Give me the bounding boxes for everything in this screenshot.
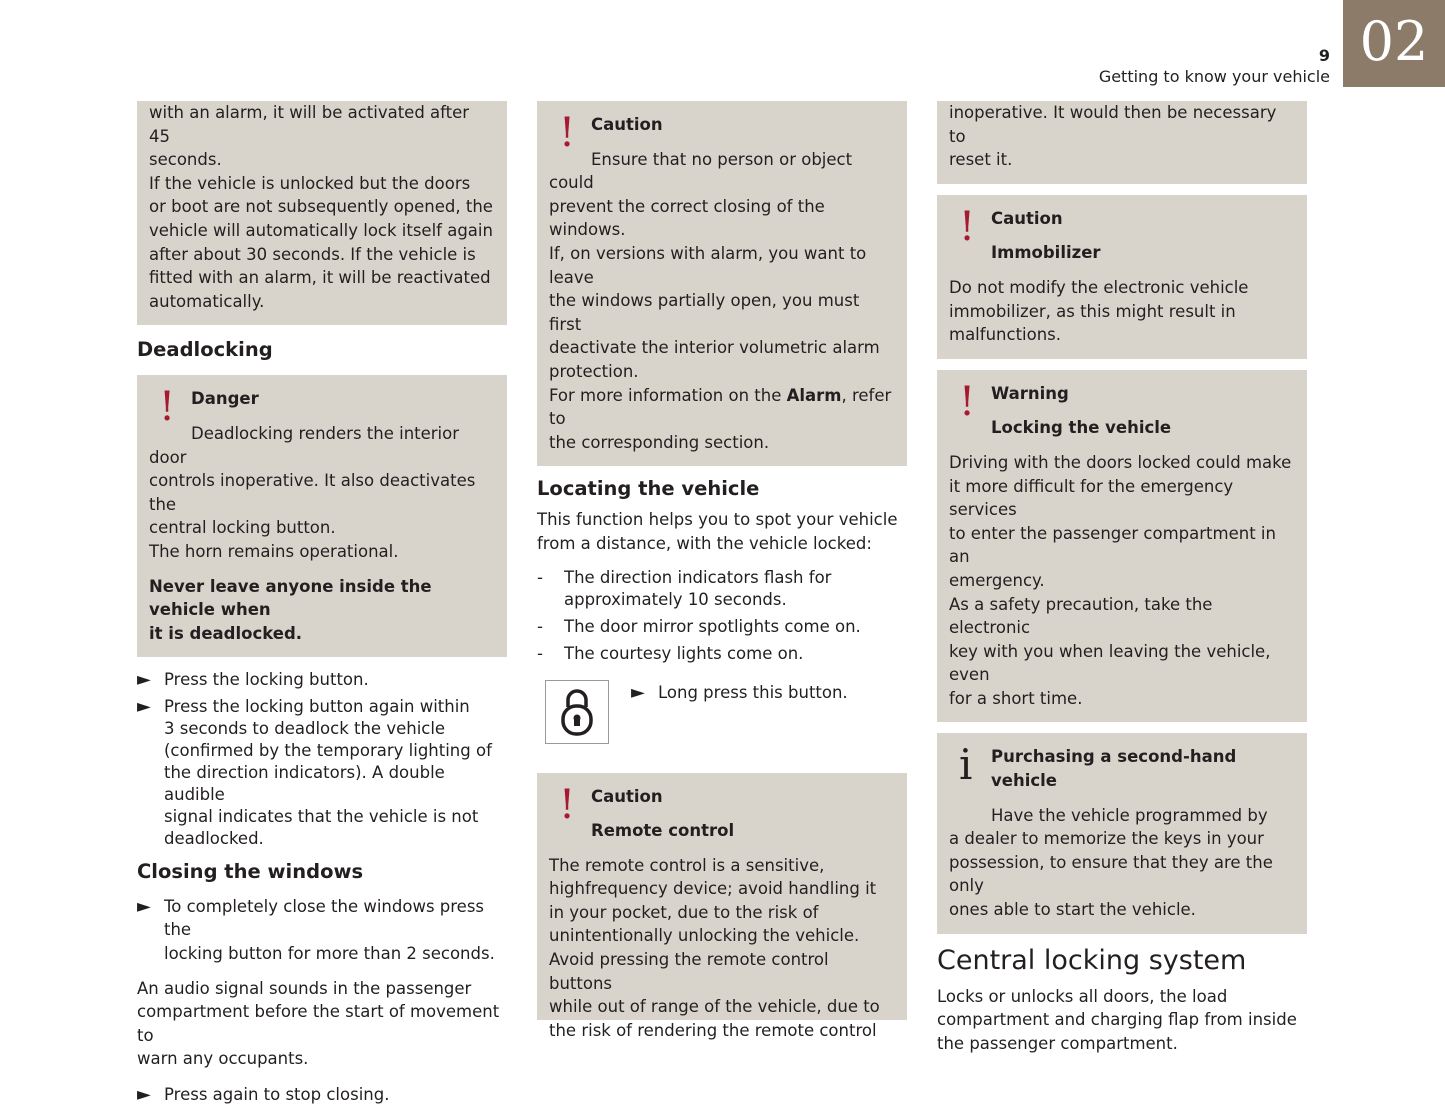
warning-line: emergency. — [949, 570, 1045, 590]
caution-label: Caution — [591, 115, 663, 134]
caution-label: Caution — [591, 786, 663, 806]
dash-marker: - — [537, 567, 543, 587]
step-line: 3 seconds to deadlock the vehicle — [164, 718, 446, 738]
paragraph-line: compartment before the start of movement to — [137, 1002, 500, 1045]
more-prefix: For more information on the — [549, 385, 787, 405]
info-line: possession, to ensure that they are the only — [949, 852, 1273, 896]
locating-heading: Locating the vehicle — [537, 477, 760, 501]
step-line: (confirmed by the temporary lighting of — [164, 740, 492, 760]
caution-line: unintentionally unlocking the vehicle. — [549, 926, 860, 946]
caution-line: prevent the correct closing of the windows. — [549, 196, 825, 240]
step-line: signal indicates that the vehicle is not — [164, 806, 479, 826]
step-line: deadlocked. — [164, 828, 264, 848]
danger-line: The horn remains operational. — [149, 541, 399, 561]
note-line: reset it. — [949, 150, 1013, 170]
note-line: vehicle will automatically lock itself again — [149, 220, 493, 240]
caution-line: highfrequency device; avoid handling it — [549, 879, 877, 899]
column-2 — [537, 101, 907, 1040]
warning-line: key with you when leaving the vehicle, even — [949, 641, 1271, 685]
caution-line: protection. — [549, 361, 639, 381]
warning-line: for a short time. — [949, 688, 1083, 708]
caution-line: deactivate the interior volumetric alarm — [549, 338, 880, 358]
list-line: approximately 10 seconds. — [564, 589, 787, 609]
warning-line: to enter the passenger compartment in an — [949, 523, 1276, 567]
warning-line: it more difficult for the emergency services — [949, 476, 1234, 520]
list-item — [537, 567, 907, 611]
note-line: If the vehicle is unlocked but the doors — [149, 173, 471, 193]
list-item — [537, 643, 907, 665]
caution-line: Do not modify the electronic vehicle — [949, 277, 1249, 297]
caution-line: while out of range of the vehicle, due to — [549, 997, 880, 1017]
central-locking-paragraph — [937, 985, 1307, 1056]
column-3 — [937, 101, 1307, 1055]
exclamation-icon: ! — [159, 384, 176, 431]
triangle-icon: ► — [137, 895, 151, 917]
info-line: Have the vehicle programmed by — [991, 805, 1268, 825]
caution-line: malfunctions. — [949, 325, 1062, 345]
step-text: Press again to stop closing. — [164, 1085, 390, 1105]
exclamation-icon: ! — [959, 378, 976, 425]
dash-marker: - — [537, 643, 543, 663]
list-line: The direction indicators flash for — [564, 567, 832, 587]
info-icon: i — [959, 740, 973, 790]
danger-line: controls inoperative. It also deactivates the — [149, 471, 476, 514]
continued-note-box — [937, 101, 1307, 184]
info-label: Purchasing a second-hand vehicle — [991, 747, 1237, 791]
exclamation-icon: ! — [559, 781, 576, 828]
caution-line: immobilizer, as this might result in — [949, 301, 1236, 321]
central-locking-heading: Central locking system — [937, 944, 1247, 976]
paragraph-line: Locks or unlocks all doors, the load — [937, 986, 1228, 1006]
dash-marker: - — [537, 616, 543, 636]
note-line: inoperative. It would then be necessary to — [949, 103, 1277, 146]
step-line: locking button for more than 2 seconds. — [164, 944, 495, 964]
danger-bold-line: Never leave anyone inside the vehicle when — [149, 576, 432, 620]
warning-line: Driving with the doors locked could make — [949, 452, 1292, 472]
column-1 — [137, 101, 507, 1107]
caution-immobilizer-box — [937, 195, 1307, 359]
caution-line: in your pocket, due to the risk of — [549, 902, 819, 922]
warning-label: Warning — [991, 383, 1069, 403]
list-item — [537, 616, 907, 638]
step-text: Press the locking button. — [164, 670, 369, 690]
caution-remote-box — [537, 773, 907, 1040]
list-line: The courtesy lights come on. — [564, 643, 804, 663]
triangle-icon: ► — [137, 1084, 151, 1106]
danger-line: central locking button. — [149, 518, 336, 538]
continued-note-box — [137, 101, 507, 325]
warning-subtitle: Locking the vehicle — [991, 418, 1172, 438]
caution-line: the risk of rendering the remote control — [549, 1020, 877, 1040]
note-line: seconds. — [149, 150, 222, 170]
paragraph-line: An audio signal sounds in the passenger — [137, 978, 472, 998]
paragraph-line: This function helps you to spot your vehicle — [537, 510, 898, 530]
note-line: fitted with an alarm, it will be reactivated — [149, 268, 491, 288]
caution-line: Avoid pressing the remote control buttons — [549, 950, 829, 993]
deadlocking-heading: Deadlocking — [137, 338, 273, 362]
note-line: after about 30 seconds. If the vehicle is — [149, 244, 476, 264]
caution-line: the corresponding section. — [549, 432, 770, 452]
caution-more-line — [549, 384, 895, 431]
lock-button-row — [537, 680, 907, 744]
step-deadlock — [137, 696, 507, 850]
locating-paragraph — [537, 508, 907, 555]
step-line: Press the locking button again within — [164, 696, 470, 716]
step-press-lock — [137, 668, 507, 692]
caution-line: The remote control is a sensitive, — [549, 855, 825, 875]
step-stop-closing — [137, 1083, 507, 1107]
danger-label: Danger — [191, 389, 259, 409]
closing-windows-heading: Closing the windows — [137, 859, 364, 883]
step-text: Long press this button. — [658, 682, 848, 702]
danger-line: Deadlocking renders the interior door — [149, 423, 460, 467]
exclamation-icon: ! — [959, 203, 976, 250]
chapter-tab: 02 — [1343, 0, 1445, 87]
alarm-reference: Alarm — [786, 385, 842, 405]
info-secondhand-box — [937, 733, 1307, 933]
triangle-icon: ► — [137, 669, 151, 691]
caution-line: the windows partially open, you must first — [549, 291, 860, 334]
note-line: with an alarm, it will be activated after 45 — [149, 103, 470, 146]
warning-locking-box — [937, 370, 1307, 723]
lock-button-icon — [545, 680, 609, 744]
page-number: 9 — [1318, 46, 1330, 65]
caution-subtitle: Immobilizer — [991, 243, 1101, 263]
padlock-icon — [559, 687, 595, 737]
list-line: The door mirror spotlights come on. — [564, 616, 861, 636]
info-line: a dealer to memorize the keys in your — [949, 829, 1264, 849]
exclamation-icon: ! — [559, 110, 576, 156]
caution-line: Ensure that no person or object could — [549, 149, 853, 193]
step-long-press — [631, 681, 848, 705]
caution-windows-box — [537, 101, 907, 466]
paragraph-line: compartment and charging flap from inside — [937, 1010, 1297, 1030]
caution-subtitle: Remote control — [591, 821, 735, 841]
triangle-icon: ► — [631, 681, 645, 703]
warning-line: As a safety precaution, take the electronic — [949, 594, 1213, 638]
section-title: Getting to know your vehicle — [1098, 67, 1330, 86]
triangle-icon: ► — [137, 695, 151, 717]
step-line: the direction indicators). A double audible — [164, 762, 445, 804]
caution-line: If, on versions with alarm, you want to leave — [549, 243, 867, 287]
info-line: ones able to start the vehicle. — [949, 900, 1196, 920]
step-close-windows — [137, 895, 507, 966]
danger-box — [137, 375, 507, 657]
note-line: automatically. — [149, 291, 265, 311]
paragraph-line: the passenger compartment. — [937, 1033, 1178, 1053]
caution-label: Caution — [991, 208, 1063, 228]
step-line: To completely close the windows press the — [164, 896, 485, 940]
paragraph-line: from a distance, with the vehicle locked: — [537, 533, 872, 553]
paragraph-line: warn any occupants. — [137, 1049, 309, 1069]
note-line: or boot are not subsequently opened, the — [149, 197, 493, 217]
more-suffix: , refer to — [549, 385, 892, 429]
danger-bold-line: it is deadlocked. — [149, 623, 303, 643]
audio-signal-paragraph — [137, 977, 507, 1071]
